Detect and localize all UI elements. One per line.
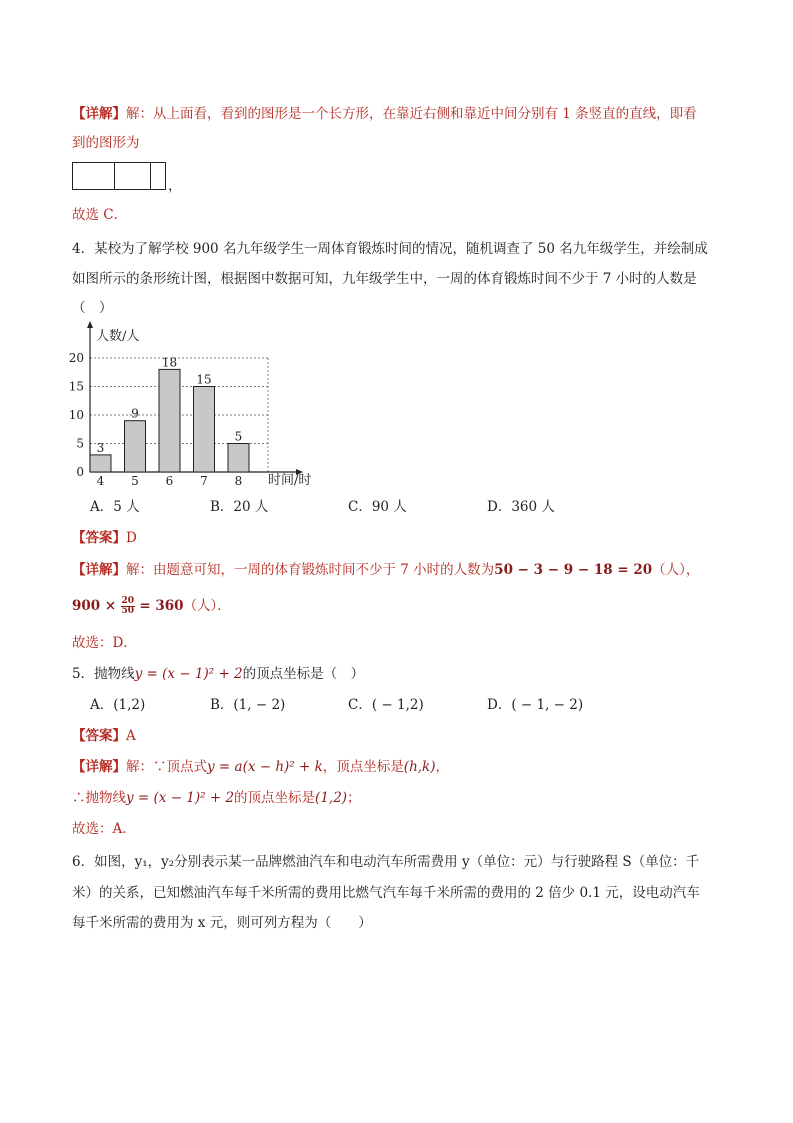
- bar: [159, 369, 180, 472]
- q5-stem-suffix: 的顶点坐标是（ ）: [242, 666, 365, 682]
- q5-line2-prefix: ∴抛物线: [72, 790, 126, 806]
- q3-detail-line1: [72, 104, 697, 124]
- q5-stem: [72, 664, 364, 684]
- y-tick-label: 20: [68, 351, 84, 365]
- q4-answer: [72, 528, 137, 548]
- y-tick-label: 15: [68, 379, 84, 394]
- q6-stem-line3: 每千米所需的费用为 x 元，则可列方程为（ ）: [72, 915, 372, 931]
- q3-detail-line2: 到的图形为: [72, 135, 140, 151]
- answer-tag: 【答案】: [72, 728, 126, 744]
- q4-calc-unit: （人）．: [183, 598, 231, 614]
- q4-detail-unit: （人），: [652, 562, 700, 578]
- bar: [90, 455, 111, 472]
- q5-answer: [72, 726, 136, 746]
- bar-chart: [60, 318, 330, 490]
- q4-calc-right: = 360: [139, 598, 184, 614]
- x-tick-labels: [97, 474, 243, 488]
- bar: [228, 444, 249, 473]
- q4-detail-text: 解：由题意可知，一周的体育锻炼时间不少于 7 小时的人数为: [126, 562, 495, 578]
- answer-tag: 【答案】: [72, 530, 126, 546]
- data-label: 5: [234, 429, 243, 444]
- q5-line2-end: ；: [347, 790, 361, 806]
- x-tick-label: 8: [234, 474, 243, 488]
- q5-option-b: B．(1, − 2): [210, 697, 286, 713]
- q4-detail-math: 50 − 3 − 9 − 18 = 20: [494, 562, 653, 578]
- q5-detail-mid: ，顶点坐标是: [322, 759, 404, 775]
- q4-option-c: C．90 人: [348, 499, 407, 515]
- q4-fraction: [121, 597, 136, 616]
- x-tick-label: 6: [165, 474, 174, 488]
- q5-detail-line1: [72, 757, 449, 777]
- y-axis-label: 人数/人: [96, 329, 140, 344]
- q4-answer-value: D: [126, 530, 137, 546]
- data-label: 3: [96, 440, 105, 455]
- q5-detail-math: y = a(x − h)² + k: [207, 759, 323, 775]
- q3-conclusion: 故选 C．: [72, 207, 128, 223]
- bar: [194, 387, 215, 473]
- y-axis-arrow: [87, 321, 93, 328]
- x-tick-label: 7: [200, 474, 208, 488]
- q3-detail-text: 解：从上面看，看到的图形是一个长方形，在靠近右侧和靠近中间分别有 1 条竖直的直线，即看: [126, 106, 697, 122]
- q4-stem-line3: （ ）: [72, 300, 113, 316]
- bar: [125, 421, 146, 472]
- q5-detail-prefix: 解：∵顶点式: [126, 759, 207, 775]
- q5-line2-mid: 的顶点坐标是: [234, 790, 316, 806]
- q4-stem-line1: 4．某校为了解学校 900 名九年级学生一周体育锻炼时间的情况，随机调查了 50 名九年级学生，并绘制成: [72, 241, 708, 257]
- figure-divider: [150, 163, 151, 189]
- data-label: 15: [196, 372, 212, 387]
- q5-option-a: A．(1,2): [90, 697, 146, 713]
- data-label: 9: [131, 406, 139, 421]
- q4-stem-line2: 如图所示的条形统计图，根据图中数据可知，九年级学生中，一周的体育锻炼时间不少于 7 小时的人数是: [72, 271, 697, 287]
- q5-answer-value: A: [126, 728, 136, 744]
- q6-stem-line2: 米）的关系，已知燃油汽车每千米所需的费用比燃气汽车每千米所需的费用的 2 倍少 0.1 元，设电动汽车: [72, 885, 700, 901]
- q4-detail-line2: [72, 596, 231, 616]
- detail-tag: 【详解】: [72, 759, 126, 775]
- q5-option-c: C．( − 1,2): [348, 697, 424, 713]
- q5-detail-math2: (h,k): [403, 759, 436, 775]
- y-tick-label: 5: [76, 436, 84, 451]
- q5-stem-math: y = (x − 1)² + 2: [134, 666, 243, 682]
- top-view-figure: [72, 162, 166, 190]
- q4-option-d: D．360 人: [487, 499, 555, 515]
- chart-bars: [90, 369, 249, 472]
- q5-conclusion: 故选：A．: [72, 821, 136, 837]
- x-tick-label: 4: [96, 474, 105, 488]
- q5-option-d: D．( − 1, − 2): [487, 697, 584, 713]
- q5-detail-end: ，: [435, 759, 449, 775]
- q4-option-b: B．20 人: [210, 499, 269, 515]
- data-label: 18: [161, 355, 178, 370]
- detail-tag: 【详解】: [72, 106, 126, 122]
- frac-denominator: 50: [121, 606, 135, 616]
- x-tick-label: 5: [131, 474, 139, 488]
- q5-detail-line2: [72, 788, 361, 808]
- figure-comma: ，: [168, 178, 182, 194]
- frac-numerator: 20: [121, 596, 135, 606]
- y-tick-label: 0: [76, 465, 84, 479]
- q4-option-a: A．5 人: [90, 499, 140, 515]
- y-tick-label: 10: [68, 408, 84, 422]
- q5-line2-math: y = (x − 1)² + 2: [126, 790, 235, 806]
- detail-tag: 【详解】: [72, 562, 126, 578]
- q4-conclusion: 故选：D．: [72, 635, 137, 651]
- x-axis-label: 时间/时: [268, 473, 312, 488]
- q6-stem-line1: 6．如图，y₁，y₂分别表示某一品牌燃油汽车和电动汽车所需费用 y（单位：元）与行驶路程 S（单位：千: [72, 854, 700, 870]
- q5-stem-prefix: 5．抛物线: [72, 666, 135, 682]
- q5-line2-math2: (1,2): [315, 790, 348, 806]
- q4-detail-line1: [72, 560, 699, 580]
- y-tick-labels: [69, 351, 84, 479]
- figure-divider: [114, 163, 115, 189]
- q4-calc-left: 900 ×: [72, 598, 117, 614]
